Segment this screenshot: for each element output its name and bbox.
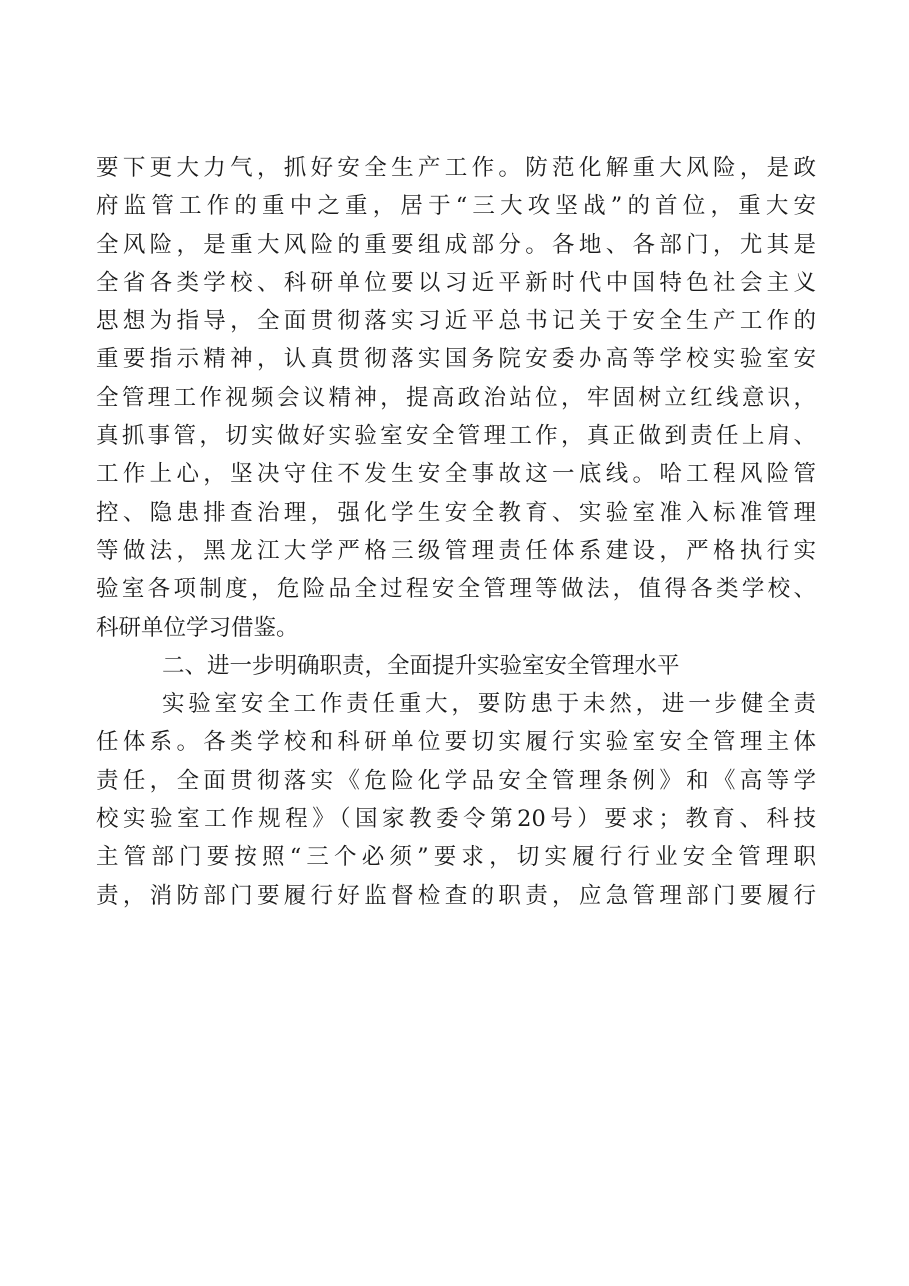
paragraph-2 (96, 685, 816, 915)
text-line: 要下更大力气，抓好安全生产工作。防范化解重大风险，是政 (96, 155, 816, 181)
section-heading: 二、进一步明确职责，全面提升实验室安全管理水平 (162, 652, 680, 679)
text-line: 科研单位学习借鉴。 (96, 614, 299, 641)
text-line: 全省各类学校、科研单位要以习近平新时代中国特色社会主义 (96, 269, 816, 296)
paragraph-1 (96, 149, 816, 647)
text-line: 责，消防部门要履行好监督检查的职责，应急管理部门要履行 (96, 882, 816, 909)
text-line: 真抓事管，切实做好实验室安全管理工作，真正做到责任上肩、 (96, 423, 816, 450)
text-line: 思想为指导，全面贯彻落实习近平总书记关于安全生产工作的 (96, 308, 816, 335)
text-line: 责任，全面贯彻落实《危险化学品安全管理条例》和《高等学 (96, 767, 816, 794)
text-line: 工作上心，坚决守住不发生安全事故这一底线。哈工程风险管 (96, 461, 816, 488)
text-line: 全管理工作视频会议精神，提高政治站位，牢固树立红线意识， (96, 384, 816, 411)
text-line: 主管部门要按照“三个必须”要求，切实履行行业安全管理职 (96, 844, 816, 871)
text-line: 重要指示精神，认真贯彻落实国务院安委办高等学校实验室安 (96, 346, 816, 373)
text-line: 全风险，是重大风险的重要组成部分。各地、各部门，尤其是 (96, 231, 816, 258)
text-line: 校实验室工作规程》（国家教委令第20号）要求；教育、科技 (96, 806, 816, 833)
text-line: 控、隐患排查治理，强化学生安全教育、实验室准入标准管理 (96, 499, 816, 526)
text-line: 任体系。各类学校和科研单位要切实履行实验室安全管理主体 (96, 729, 816, 756)
text-line: 验室各项制度，危险品全过程安全管理等做法，值得各类学校、 (96, 576, 816, 603)
text-line: 府监管工作的重中之重，居于“三大攻坚战”的首位，重大安 (96, 193, 816, 220)
document-body (96, 149, 816, 915)
text-line: 等做法，黑龙江大学严格三级管理责任体系建设，严格执行实 (96, 537, 816, 564)
text-line: 实验室安全工作责任重大，要防患于未然，进一步健全责 (162, 691, 816, 718)
